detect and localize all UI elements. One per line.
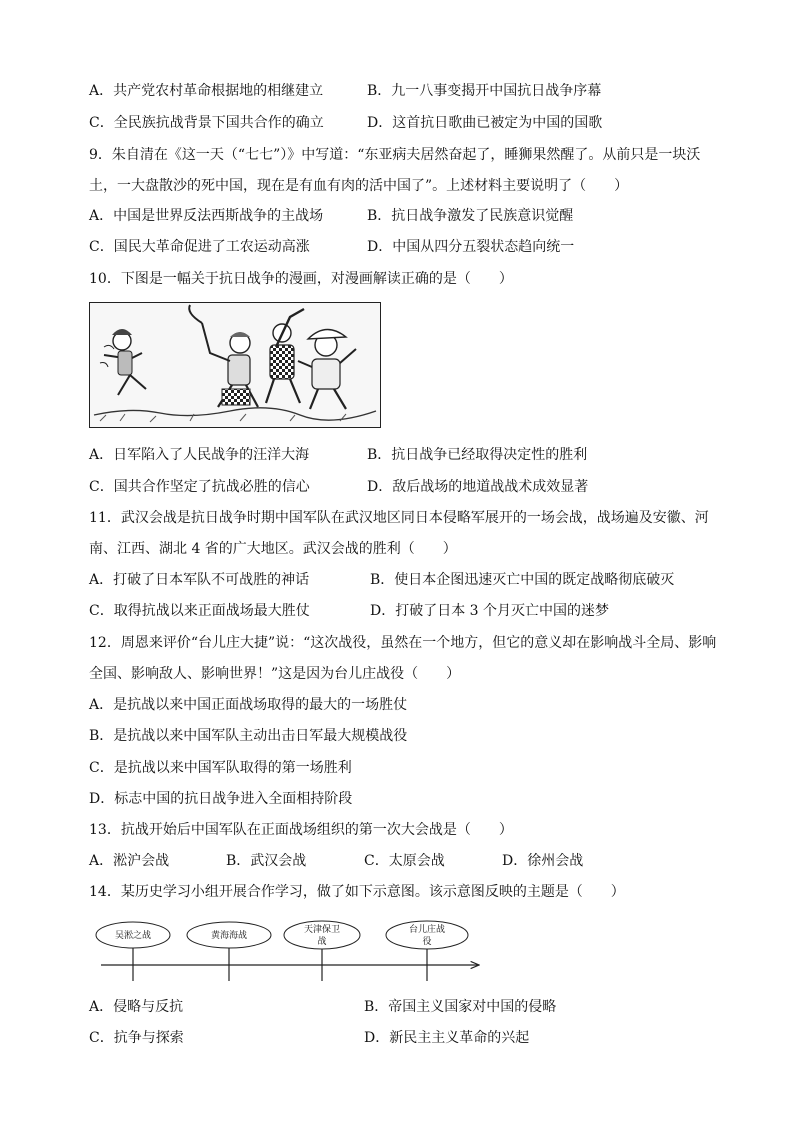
q10-option-a: A．日军陷入了人民战争的汪洋大海 (89, 447, 310, 463)
q12-stem-line2: 全国、影响敌人、影响世界！”这是因为台儿庄战役（ ） (89, 666, 461, 682)
q8-option-b: B．九一八事变揭开中国抗日战争序幕 (367, 83, 602, 99)
timeline-node-4 (386, 921, 468, 981)
q9-option-d: D．中国从四分五裂状态趋向统一 (367, 239, 575, 255)
q10-stem: 10．下图是一幅关于抗日战争的漫画，对漫画解读正确的是（ ） (89, 271, 513, 287)
q11-stem-line2: 南、江西、湖北 4 省的广大地区。武汉会战的胜利（ ） (89, 541, 457, 557)
q11-stem-line1: 11．武汉会战是抗日战争时期中国军队在武汉地区同日本侵略军展开的一场会战，战场遍及安徽、河 (89, 510, 709, 526)
timeline-node-2-label: 黄海海战 (210, 931, 248, 941)
q12-option-d: D．标志中国的抗日战争进入全面相持阶段 (89, 791, 353, 807)
q12-option-a: A．是抗战以来中国正面战场取得的最大的一场胜仗 (89, 697, 408, 713)
timeline-node-1-label: 吴淞之战 (114, 931, 152, 941)
q12-stem-line1: 12．周恩来评价“台儿庄大捷”说：“这次战役，虽然在一个地方，但它的意义却在影响战斗全局、影响 (89, 635, 717, 651)
q11-option-c: C．取得抗战以来正面战场最大胜仗 (89, 603, 310, 619)
q13-option-b: B．武汉会战 (226, 853, 307, 869)
timeline-node-3-label-2: 战 (317, 937, 327, 947)
timeline-node-2 (187, 922, 271, 981)
q13-option-a: A．淞沪会战 (89, 853, 170, 869)
q10-option-c: C．国共合作坚定了抗战必胜的信心 (89, 479, 310, 495)
q14-stem: 14．某历史学习小组开展合作学习，做了如下示意图。该示意图反映的主题是（ ） (89, 884, 625, 900)
q8-option-c: C．全民族抗战背景下国共合作的确立 (89, 115, 324, 131)
timeline-node-4-label-1: 台儿庄战 (408, 925, 446, 935)
q8-option-d: D．这首抗日歌曲已被定为中国的国歌 (367, 115, 603, 131)
q14-option-c: C．抗争与探索 (89, 1030, 184, 1046)
timeline-node-4-label-2: 役 (422, 937, 432, 947)
q14-option-d: D．新民主主义革命的兴起 (364, 1030, 530, 1046)
q14-option-a: A．侵略与反抗 (89, 999, 184, 1015)
q9-stem-line1: 9．朱自清在《这一天（“七七”）》中写道：“东亚病夫居然奋起了，睡狮果然醒了。从前只是一块沃 (89, 147, 701, 163)
q9-option-a: A．中国是世界反法西斯战争的主战场 (89, 208, 324, 224)
q13-option-d: D．徐州会战 (502, 853, 584, 869)
q14-option-b: B．帝国主义国家对中国的侵略 (364, 999, 557, 1015)
q13-option-c: C．太原会战 (364, 853, 445, 869)
cartoon-illustration (90, 303, 379, 426)
timeline-diagram (89, 918, 489, 988)
q11-option-d: D．打破了日本 3 个月灭亡中国的迷梦 (370, 603, 610, 619)
q12-option-b: B．是抗战以来中国军队主动出击日军最大规模战役 (89, 728, 408, 744)
timeline-node-1 (96, 922, 170, 981)
q12-option-c: C．是抗战以来中国军队取得的第一场胜利 (89, 760, 352, 776)
q9-stem-line2: 土，一大盘散沙的死中国，现在是有血有肉的活中国了”。上述材料主要说明了（ ） (89, 178, 629, 194)
timeline-node-3 (284, 921, 360, 981)
q9-option-c: C．国民大革命促进了工农运动高涨 (89, 239, 310, 255)
timeline-node-3-label-1: 天津保卫 (303, 925, 341, 935)
war-cartoon-image (89, 302, 381, 428)
q11-option-a: A．打破了日本军队不可战胜的神话 (89, 572, 310, 588)
q13-stem: 13．抗战开始后中国军队在正面战场组织的第一次大会战是（ ） (89, 822, 513, 838)
q10-option-b: B．抗日战争已经取得决定性的胜利 (367, 447, 588, 463)
q8-option-a: A．共产党农村革命根据地的相继建立 (89, 83, 324, 99)
q9-option-b: B．抗日战争激发了民族意识觉醒 (367, 208, 574, 224)
q10-option-d: D．敌后战场的地道战战术成效显著 (367, 479, 589, 495)
q11-option-b: B．使日本企图迅速灭亡中国的既定战略彻底破灭 (370, 572, 675, 588)
